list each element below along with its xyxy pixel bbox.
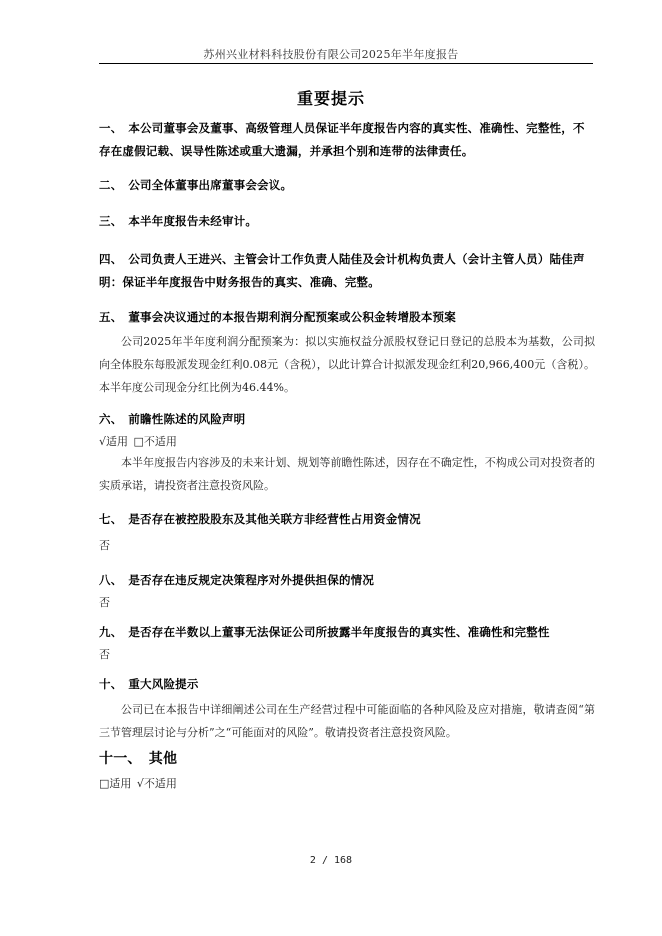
section-7-title: 七、 是否存在被控股股东及其他关联方非经营性占用资金情况 — [99, 512, 421, 526]
section-10-body: 公司已在本报告中详细阐述公司在生产经营过程中可能面临的各种风险及应对措施，敬请查阅“第三节管理层讨论与分析”之“可能面对的风险”。敬请投资者注意投资风险。 — [99, 703, 595, 739]
section-5-body: 公司2025年半年度利润分配预案为：拟以实施权益分派股权登记日登记的总股本为基数，公司拟向全体股东每股派发现金红利0.08元（含税），以此计算合计拟派发现金红利20,966,400元（含税）。本半年度公司现金分红比例为46.44%。 — [99, 335, 595, 394]
section-8-answer: 否 — [99, 596, 110, 609]
report-header-title: 苏州兴业材料科技股份有限公司2025年半年度报告 — [203, 48, 459, 61]
section-6-applicability — [99, 432, 595, 452]
section-9-title: 九、 是否存在半数以上董事无法保证公司所披露半年度报告的真实性、准确性和完整性 — [99, 625, 550, 639]
not-applicable-option: □不适用 — [133, 435, 177, 448]
applicable-checked-option: √适用 — [99, 435, 129, 448]
section-9-answer: 否 — [99, 648, 110, 661]
section-8-title: 八、 是否存在违反规定决策程序对外提供担保的情况 — [99, 573, 375, 587]
section-5-title: 五、 董事会决议通过的本报告期利润分配预案或公积金转增股本预案 — [99, 310, 456, 324]
section-4-statement: 四、 公司负责人王进兴、主管会计工作负责人陆佳及会计机构负责人（会计主管人员）陆佳声明：保证半年度报告中财务报告的真实、准确、完整。 — [99, 252, 585, 289]
section-11-title: 十一、 其他 — [99, 751, 178, 767]
section-7-answer: 否 — [99, 539, 110, 552]
page-title: 重要提示 — [296, 89, 365, 108]
section-1-statement: 一、 本公司董事会及董事、高级管理人员保证半年度报告内容的真实性、准确性、完整性，不存在虚假记载、误导性陈述或重大遗漏，并承担个别和连带的法律责任。 — [99, 121, 585, 158]
not-applicable-checked-option: √不适用 — [136, 777, 177, 790]
section-6-body: 本半年度报告内容涉及的未来计划、规划等前瞻性陈述，因存在不确定性，不构成公司对投资者的实质承诺，请投资者注意投资风险。 — [99, 456, 595, 492]
section-10-title: 十、 重大风险提示 — [99, 677, 199, 691]
applicable-option: □适用 — [99, 777, 132, 790]
section-6-title: 六、 前瞻性陈述的风险声明 — [99, 412, 246, 426]
header-divider — [99, 63, 593, 64]
page-number: 2 / 168 — [309, 855, 353, 866]
section-11-applicability — [99, 774, 595, 794]
section-3-statement: 三、 本半年度报告未经审计。 — [99, 214, 258, 228]
section-2-statement: 二、 公司全体董事出席董事会会议。 — [99, 178, 293, 192]
